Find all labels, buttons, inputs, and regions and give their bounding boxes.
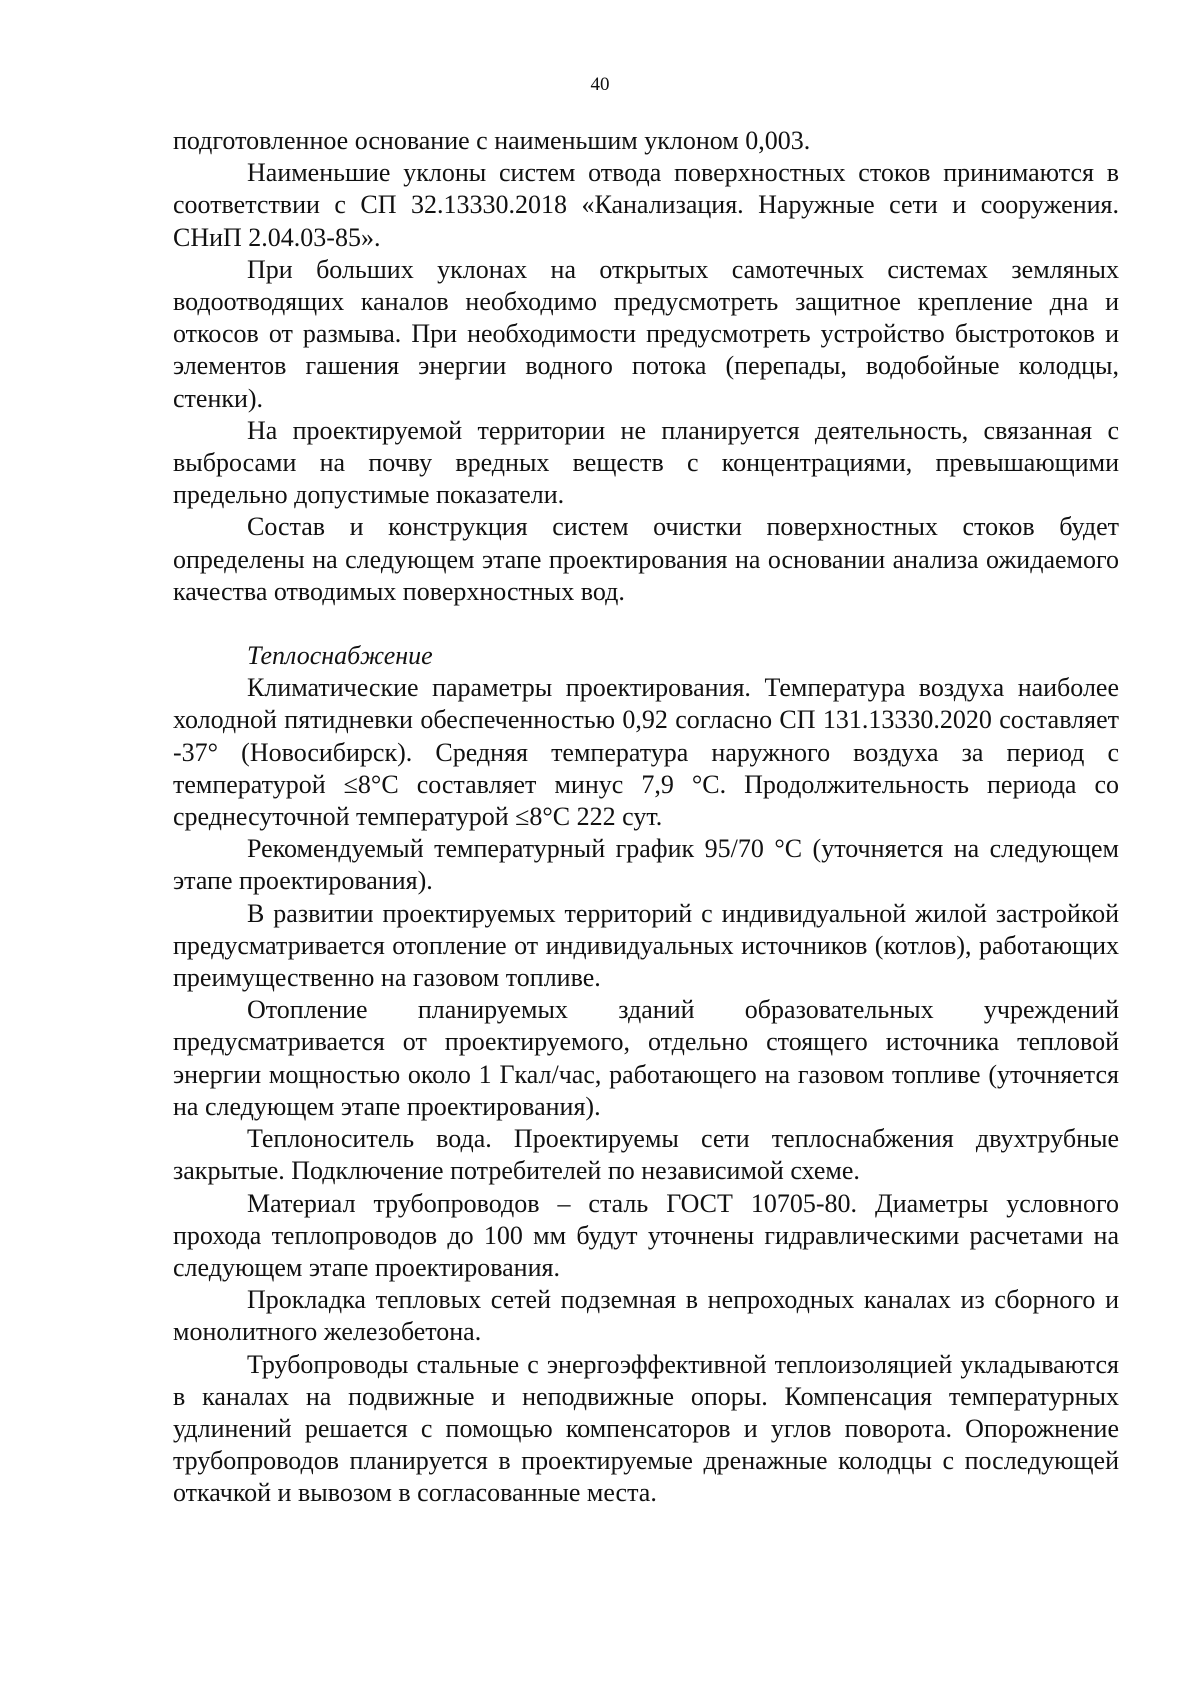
paragraph-continuation: подготовленное основание с наименьшим уклоном 0,003.: [173, 126, 811, 155]
paragraph-soil-emissions: На проектируемой территории не планируется деятельность, связанная с выбросами на почву вредных веществ с концентрациями, превышающими предельно допустимые показатели.: [173, 415, 1119, 510]
paragraph-network-laying: Прокладка тепловых сетей подземная в непроходных каналах из сборного и монолитного железобетона.: [173, 1285, 1119, 1347]
paragraph-school-heating: Отопление планируемых зданий образовательных учреждений предусматривается от проектируемого, отдельно стоящего источника тепловой энергии мощностью около 1 Гкал/час, работающего на газовом топливе (уточняется на следующем этапе проектирования).: [173, 995, 1119, 1121]
paragraph-channel-protection: При больших уклонах на открытых самотечных системах земляных водоотводящих каналов необходимо предусмотреть защитное крепление дна и откосов от размыва. При необходимости предусмотреть устройство быстротоков и элементов гашения энергии водного потока (перепады, водобойные колодцы, стенки).: [173, 254, 1119, 413]
paragraph-heat-carrier: Теплоноситель вода. Проектируемы сети теплоснабжения двухтрубные закрытые. Подключение потребителей по независимой схеме.: [173, 1124, 1119, 1186]
paragraph-treatment-systems: Состав и конструкция систем очистки поверхностных стоков будет определены на следующем этапе проектирования на основании анализа ожидаемого качества отводимых поверхностных вод.: [173, 512, 1119, 606]
document-body: [173, 125, 1119, 1510]
page-number: 40: [590, 74, 610, 95]
paragraph-pipelines-insulation: Трубопроводы стальные с энергоэффективной теплоизоляцией укладываются в каналах на подвижные и неподвижные опоры. Компенсация температурных удлинений решается с помощью компенсаторов и углов поворота. Опорожнение трубопроводов планируется в проектируемые дренажные колодцы с последующей откачкой и вывозом в согласованные места.: [173, 1349, 1119, 1508]
paragraph-temperature-schedule: Рекомендуемый температурный график 95/70 °С (уточняется на следующем этапе проектирования).: [173, 834, 1119, 896]
paragraph-individual-heating: В развитии проектируемых территорий с индивидуальной жилой застройкой предусматривается отопление от индивидуальных источников (котлов), работающих преимущественно на газовом топливе.: [173, 898, 1119, 993]
section-heading-heat-supply: Теплоснабжение: [247, 641, 433, 671]
paragraph-climate-parameters: Климатические параметры проектирования. Температура воздуха наиболее холодной пятидневки обеспеченностью 0,92 согласно СП 131.13330.2020 составляет -37° (Новосибирск). Средняя температура наружного воздуха за период с температурой ≤8°С составляет минус 7,9 °С. Продолжительность периода со среднесуточной температурой ≤8°С 222 сут.: [173, 673, 1119, 832]
paragraph-pipe-material: Материал трубопроводов – сталь ГОСТ 10705-80. Диаметры условного прохода теплопроводов до 100 мм будут уточнены гидравлическими расчетами на следующем этапе проектирования.: [173, 1188, 1119, 1282]
paragraph-slopes-standard: Наименьшие уклоны систем отвода поверхностных стоков принимаются в соответствии с СП 32.13330.2018 «Канализация. Наружные сети и сооружения. СНиП 2.04.03-85».: [173, 158, 1119, 252]
